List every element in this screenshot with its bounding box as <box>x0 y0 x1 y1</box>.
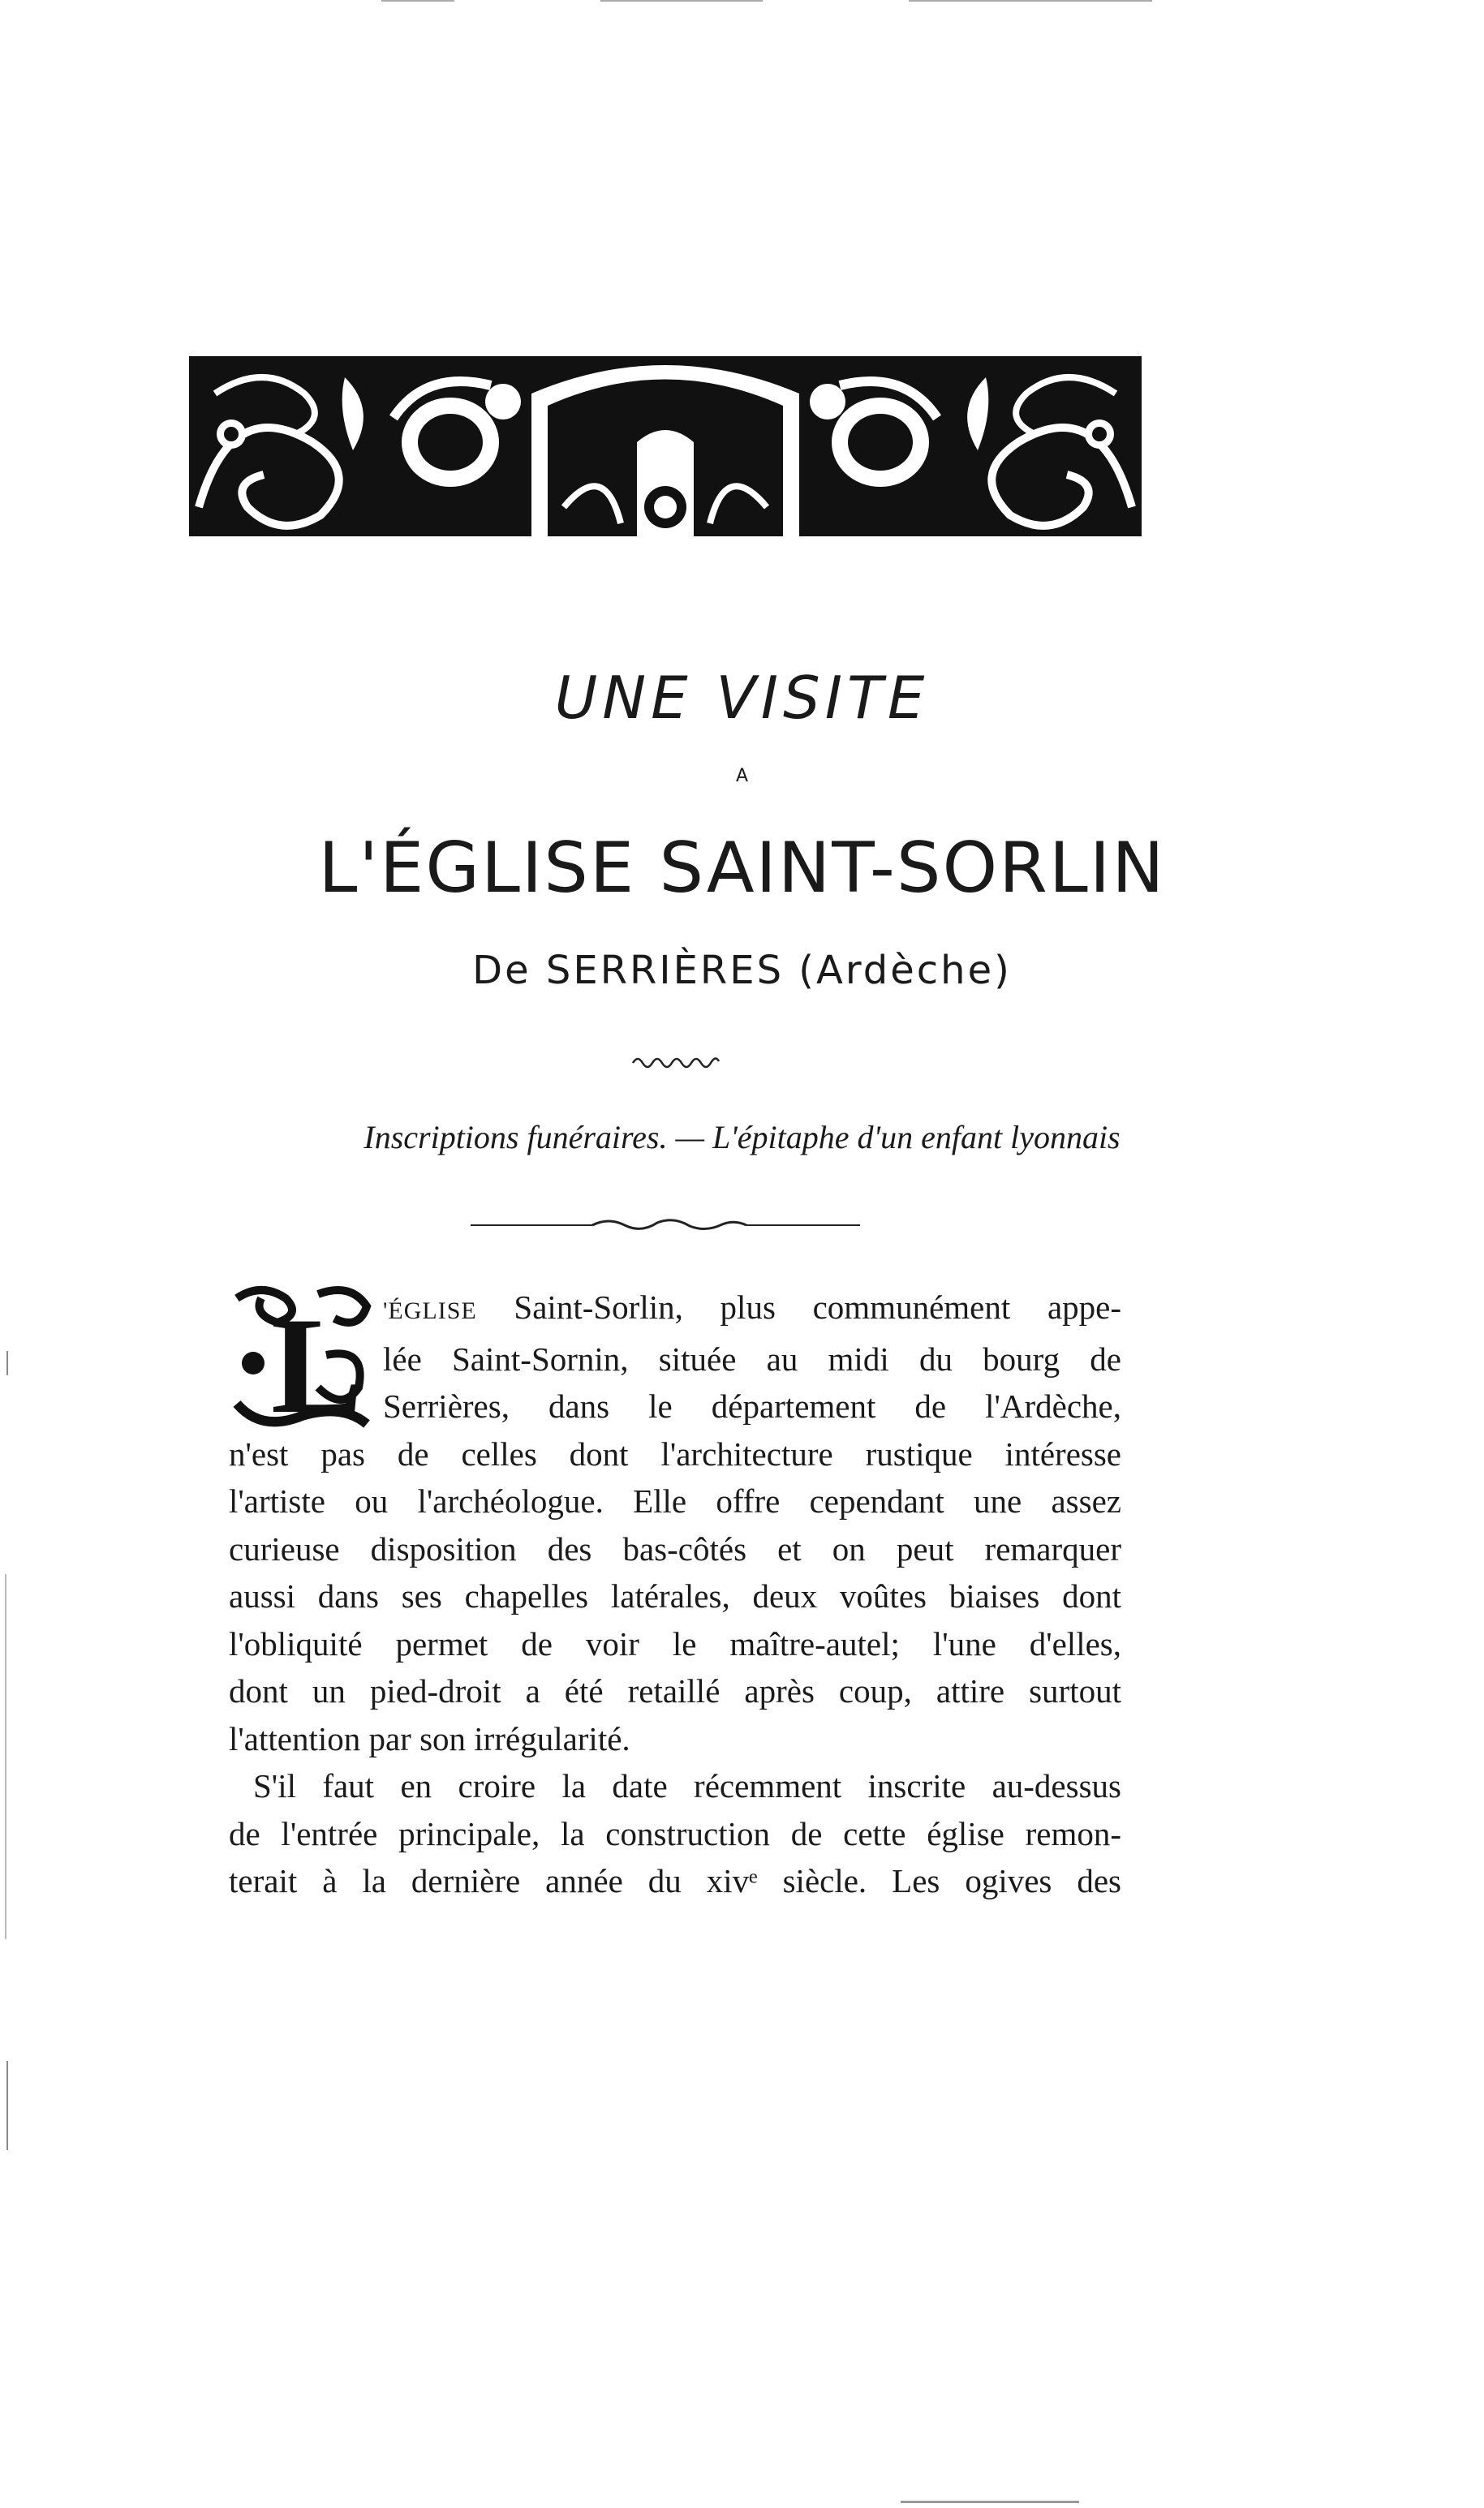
text-line: l'attention par son irrégularité. <box>229 1719 630 1757</box>
text-line: l'obliquité permet de voir le maître-autel; l'une d'elles, <box>229 1624 1121 1663</box>
dropcap-letter: L <box>271 1289 363 1432</box>
text-line: terait à la dernière année du xivᵉ siècle. Les ogives des <box>229 1862 1121 1899</box>
subtitle: Inscriptions funéraires. — L'épitaphe d'un enfant lyonnais <box>363 1119 1121 1155</box>
text-line: n'est pas de celles dont l'architecture rustique intéresse <box>229 1435 1121 1473</box>
scan-mark <box>5 1574 6 1939</box>
scan-mark <box>6 2061 8 2150</box>
text-line: lée Saint-Sornin, située au midi du bourg de <box>383 1340 1121 1378</box>
decorative-rule <box>471 1213 860 1237</box>
scan-mark <box>909 0 1152 2</box>
ornamental-headpiece <box>183 345 1148 548</box>
text-line: curieuse disposition des bas-côtés et on peut remarquer <box>229 1529 1121 1568</box>
text-line: de l'entrée principale, la construction de cette église remon- <box>229 1814 1121 1852</box>
text-line: l'artiste ou l'archéologue. Elle offre cependant une assez <box>229 1482 1121 1520</box>
body-text <box>229 1284 1121 1905</box>
squiggle-ornament <box>631 1053 720 1069</box>
text-line: S'il faut en croire la date récemment inscrite au-dessus <box>253 1767 1121 1805</box>
text-line: Serrières, dans le département de l'Ardèche, <box>383 1387 1121 1425</box>
title-connector: A <box>735 766 749 786</box>
scan-mark <box>901 2501 1079 2503</box>
scan-mark <box>381 0 454 2</box>
title-line-1: UNE VISITE <box>554 664 930 732</box>
scan-mark <box>6 1351 8 1375</box>
title-line-3: De SERRIÈRES (Ardèche) <box>472 948 1012 993</box>
scan-mark <box>600 0 763 2</box>
text-line: dont un pied-droit a été retaillé après coup, attire surtout <box>229 1672 1121 1710</box>
text-line: 'ÉGLISE Saint-Sorlin, plus communément appe- <box>383 1288 1121 1326</box>
title-line-2: L'ÉGLISE SAINT-SORLIN <box>318 828 1166 909</box>
text-line: aussi dans ses chapelles latérales, deux voûtes biaises dont <box>229 1577 1121 1615</box>
